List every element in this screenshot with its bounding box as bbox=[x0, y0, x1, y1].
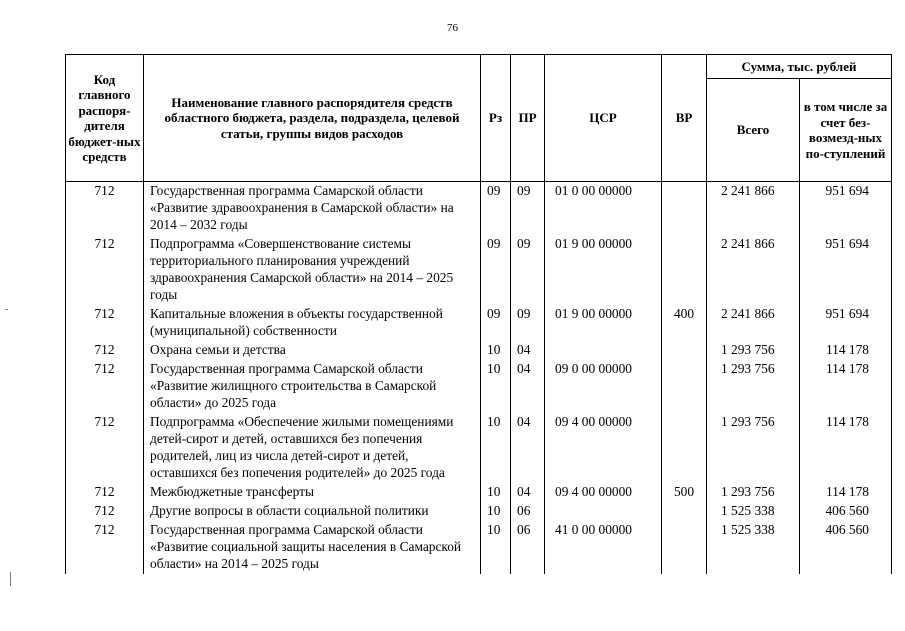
cell-rz: 10 bbox=[481, 341, 511, 360]
budget-table bbox=[65, 54, 892, 574]
cell-total: 2 241 866 bbox=[707, 305, 800, 341]
cell-rz: 09 bbox=[481, 235, 511, 305]
table-row bbox=[66, 360, 892, 413]
cell-code: 712 bbox=[66, 502, 144, 521]
cell-pr: 09 bbox=[511, 305, 545, 341]
header-vr: ВР bbox=[662, 55, 707, 182]
cell-code: 712 bbox=[66, 182, 144, 236]
table-row bbox=[66, 305, 892, 341]
table-row bbox=[66, 483, 892, 502]
cell-csr bbox=[545, 341, 662, 360]
header-csr: ЦСР bbox=[545, 55, 662, 182]
cell-vr bbox=[662, 235, 707, 305]
cell-csr: 01 9 00 00000 bbox=[545, 305, 662, 341]
table-body bbox=[66, 182, 892, 575]
scan-margin-mark bbox=[5, 309, 8, 310]
header-rz: Рз bbox=[481, 55, 511, 182]
table-row bbox=[66, 182, 892, 236]
cell-name: Государственная программа Самарской области «Развитие социальной защиты населения в Самарской области» на 2014 – 2025 годы bbox=[144, 521, 481, 574]
cell-code: 712 bbox=[66, 483, 144, 502]
cell-total: 2 241 866 bbox=[707, 235, 800, 305]
cell-free-receipts: 114 178 bbox=[800, 483, 892, 502]
cell-name: Капитальные вложения в объекты государственной (муниципальной) собственности bbox=[144, 305, 481, 341]
cell-csr: 01 9 00 00000 bbox=[545, 235, 662, 305]
cell-code: 712 bbox=[66, 235, 144, 305]
cell-rz: 09 bbox=[481, 305, 511, 341]
cell-pr: 06 bbox=[511, 521, 545, 574]
cell-total: 1 525 338 bbox=[707, 521, 800, 574]
header-code: Код главного распоря-дителя бюджет-ных средств bbox=[66, 55, 144, 182]
cell-name: Подпрограмма «Обеспечение жилыми помещениями детей-сирот и детей, оставшихся без попечения родителей, лиц из числа детей-сирот и детей, оставшихся без попечения родителей» до 2025 года bbox=[144, 413, 481, 483]
cell-name: Государственная программа Самарской области «Развитие жилищного строительства в Самарской области» до 2025 года bbox=[144, 360, 481, 413]
cell-free-receipts: 406 560 bbox=[800, 502, 892, 521]
cell-free-receipts: 114 178 bbox=[800, 341, 892, 360]
cell-free-receipts: 951 694 bbox=[800, 235, 892, 305]
scan-margin-mark bbox=[10, 572, 11, 586]
cell-code: 712 bbox=[66, 360, 144, 413]
cell-free-receipts: 114 178 bbox=[800, 413, 892, 483]
table-row bbox=[66, 413, 892, 483]
header-total: Всего bbox=[707, 79, 800, 182]
cell-vr bbox=[662, 521, 707, 574]
cell-csr: 01 0 00 00000 bbox=[545, 182, 662, 236]
cell-free-receipts: 951 694 bbox=[800, 182, 892, 236]
cell-name: Межбюджетные трансферты bbox=[144, 483, 481, 502]
cell-total: 1 293 756 bbox=[707, 341, 800, 360]
cell-pr: 04 bbox=[511, 341, 545, 360]
cell-csr: 09 4 00 00000 bbox=[545, 413, 662, 483]
cell-pr: 09 bbox=[511, 182, 545, 236]
cell-csr bbox=[545, 502, 662, 521]
cell-name: Охрана семьи и детства bbox=[144, 341, 481, 360]
cell-total: 1 293 756 bbox=[707, 360, 800, 413]
cell-csr: 09 4 00 00000 bbox=[545, 483, 662, 502]
cell-rz: 09 bbox=[481, 182, 511, 236]
cell-rz: 10 bbox=[481, 413, 511, 483]
cell-vr: 400 bbox=[662, 305, 707, 341]
page-number: 76 bbox=[447, 22, 458, 34]
cell-free-receipts: 406 560 bbox=[800, 521, 892, 574]
cell-vr bbox=[662, 341, 707, 360]
table-row bbox=[66, 341, 892, 360]
cell-code: 712 bbox=[66, 521, 144, 574]
cell-code: 712 bbox=[66, 413, 144, 483]
cell-total: 1 293 756 bbox=[707, 413, 800, 483]
table-row bbox=[66, 502, 892, 521]
cell-total: 1 525 338 bbox=[707, 502, 800, 521]
cell-name: Другие вопросы в области социальной политики bbox=[144, 502, 481, 521]
header-sum: Сумма, тыс. рублей bbox=[707, 55, 892, 79]
table-header bbox=[66, 55, 892, 182]
cell-vr bbox=[662, 413, 707, 483]
cell-rz: 10 bbox=[481, 360, 511, 413]
cell-vr bbox=[662, 360, 707, 413]
header-pr: ПР bbox=[511, 55, 545, 182]
cell-total: 2 241 866 bbox=[707, 182, 800, 236]
cell-code: 712 bbox=[66, 341, 144, 360]
header-name: Наименование главного распорядителя средств областного бюджета, раздела, подраздела, целевой статьи, группы видов расходов bbox=[144, 55, 481, 182]
cell-pr: 04 bbox=[511, 483, 545, 502]
cell-name: Государственная программа Самарской области «Развитие здравоохранения в Самарской области» на 2014 – 2032 годы bbox=[144, 182, 481, 236]
cell-name: Подпрограмма «Совершенствование системы территориального планирования учреждений здравоохранения Самарской области» на 2014 – 2025 годы bbox=[144, 235, 481, 305]
cell-rz: 10 bbox=[481, 483, 511, 502]
cell-rz: 10 bbox=[481, 502, 511, 521]
cell-free-receipts: 114 178 bbox=[800, 360, 892, 413]
table-row bbox=[66, 235, 892, 305]
cell-csr: 41 0 00 00000 bbox=[545, 521, 662, 574]
header-free-receipts: в том числе за счет без-возмезд-ных по-ступлений bbox=[800, 79, 892, 182]
cell-rz: 10 bbox=[481, 521, 511, 574]
table-row bbox=[66, 521, 892, 574]
cell-csr: 09 0 00 00000 bbox=[545, 360, 662, 413]
cell-vr: 500 bbox=[662, 483, 707, 502]
cell-pr: 06 bbox=[511, 502, 545, 521]
cell-pr: 04 bbox=[511, 360, 545, 413]
cell-pr: 04 bbox=[511, 413, 545, 483]
cell-total: 1 293 756 bbox=[707, 483, 800, 502]
cell-vr bbox=[662, 502, 707, 521]
cell-pr: 09 bbox=[511, 235, 545, 305]
cell-free-receipts: 951 694 bbox=[800, 305, 892, 341]
cell-vr bbox=[662, 182, 707, 236]
cell-code: 712 bbox=[66, 305, 144, 341]
